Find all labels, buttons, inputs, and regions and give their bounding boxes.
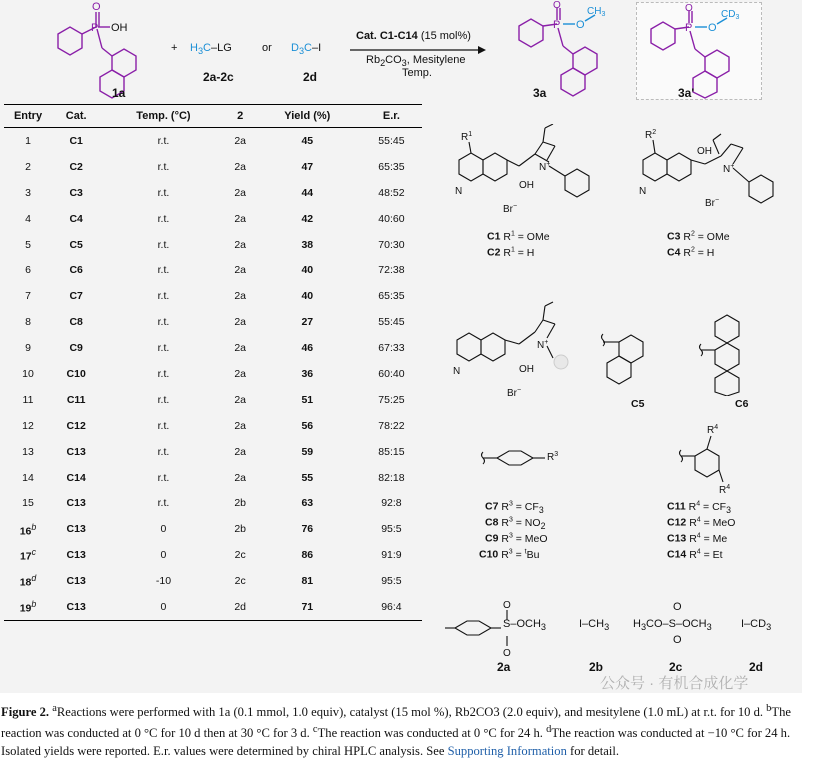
table-cell-reagent: 2a xyxy=(234,290,247,303)
catalyst-c1-c2-structure xyxy=(449,124,599,234)
table-cell-reagent: 2a xyxy=(234,160,247,173)
table-cell-yield: 38 xyxy=(301,238,314,251)
table-cell-temp: r.t. xyxy=(157,471,170,484)
label-c11: C11 $R^4 = CF_3$ xyxy=(667,500,731,515)
r1-label: $R^1$ xyxy=(461,131,473,143)
product-d3-box xyxy=(636,2,762,100)
conditions-bottom-2: Temp. xyxy=(402,67,432,79)
d3-reagent: $D_3C-I$ xyxy=(291,42,322,57)
table-cell-cat: C10 xyxy=(66,367,86,380)
table-cell-cat: C2 xyxy=(69,160,83,173)
svg-text:P: P xyxy=(91,22,99,34)
table-cell-reagent: 2a xyxy=(234,134,247,147)
table-cell-reagent: 2a xyxy=(234,445,247,458)
table-row xyxy=(4,232,422,258)
table-cell-temp: r.t. xyxy=(157,160,170,173)
reagent-2a-label: 2a xyxy=(497,660,511,674)
table-cell-er: 65:35 xyxy=(378,290,405,303)
catalyst-range: C1-C14 xyxy=(379,30,418,42)
reagent-2c-formula: $H_3CO-S-OCH_3$ xyxy=(633,618,712,633)
table-cell-reagent: 2a xyxy=(234,342,247,355)
label-c10: C10 $R^3 = ^tBu$ xyxy=(479,548,540,561)
table-cell-entry: 5 xyxy=(25,238,31,251)
table-cell-cat: C11 xyxy=(66,393,86,406)
conditions-top: Cat. C1-C14 (15 mol%) xyxy=(356,30,471,42)
table-cell-temp: r.t. xyxy=(157,393,170,406)
svg-text:N: N xyxy=(455,186,463,197)
table-cell-yield: 71 xyxy=(254,594,361,620)
svg-text:OH: OH xyxy=(697,146,712,157)
table-cell-reagent: 2c xyxy=(234,549,246,562)
table-cell-yield: 45 xyxy=(301,134,314,147)
figure-caption: Figure 2. $^a$Reactions were performed with 1a (0.1 mmol, 1.0 equiv), catalyst (15 mol %), Rb2CO3 (2.0 equiv), and mesitylene (1.0 mL) at r.t. for 10 d. $^b$The reaction was conducted at 0 °C for 10 d then at 30 °C for 3 d. $^c$The reaction was conducted at 0 °C for 24 h. $^d$The reaction was conducted at −10 °C for 24 h. Isolated yields were reported. E.r. values were determined by chiral HPLC analysis. See Supporting Information for detail. xyxy=(1,703,792,759)
table-row xyxy=(4,128,422,154)
table-cell-er: 67:33 xyxy=(378,342,405,355)
svg-text:CH3: $CH_3$ xyxy=(587,6,606,18)
table-row xyxy=(4,335,422,361)
reactant-1a-structure xyxy=(40,0,155,100)
label-c4: C4 $R^2 = H$ xyxy=(667,246,715,259)
table-cell-cat: C6 xyxy=(69,264,83,277)
table-cell-cat: C13 xyxy=(66,497,86,510)
table-row xyxy=(4,465,422,491)
d3-reagent-label: 2d xyxy=(303,70,318,84)
svg-text:O: O xyxy=(503,600,511,611)
table-cell-er: 96:4 xyxy=(361,594,422,620)
oh-text: OH xyxy=(111,22,128,34)
table-row xyxy=(4,439,422,465)
label-c3: C3 $R^2$ = OMe xyxy=(667,230,730,243)
label-c5: C5 xyxy=(631,398,645,410)
reagent-2a-formula: $S-OCH_3$ xyxy=(503,618,546,633)
table-cell-er: 95:5 xyxy=(381,523,402,536)
methyl-reagent-label: 2a-2c xyxy=(203,70,234,84)
table-row xyxy=(4,413,422,439)
table-row xyxy=(4,542,422,568)
table-cell-cat: C7 xyxy=(69,290,83,303)
table-cell-yield: 40 xyxy=(301,264,314,277)
caption-footnote-a: Reactions were performed with 1a (0.1 mmol, 1.0 equiv), catalyst (15 mol %), Rb2CO3 (2.0 equiv), and mesitylene (1.0 mL) at r.t. for 10 d. xyxy=(56,705,764,720)
table-cell-er: 60:40 xyxy=(378,367,405,380)
table-cell-cat: C12 xyxy=(66,419,86,432)
svg-text:OH: OH xyxy=(519,364,534,375)
table-row xyxy=(4,206,422,232)
svg-text:R4: $R^4$ xyxy=(707,424,719,436)
svg-text:O: O xyxy=(92,1,101,13)
table-cell-reagent: 2a xyxy=(234,393,247,406)
table-cell-yield: 59 xyxy=(301,445,314,458)
table-cell-cat: C14 xyxy=(66,471,86,484)
catalyst-c7-c10-structure xyxy=(479,434,589,484)
table-cell-entry: 10 xyxy=(22,367,34,380)
svg-text:O: O xyxy=(503,648,511,658)
reagent-2d-formula: $I-CD_3$ xyxy=(741,618,772,633)
svg-text:Br−: Br− xyxy=(507,387,522,399)
or-text: or xyxy=(262,42,272,54)
table-cell-cat: C13 xyxy=(66,575,86,588)
svg-text:N+: N+ xyxy=(539,161,551,173)
table-cell-temp: r.t. xyxy=(157,238,170,251)
table-cell-er: 95:5 xyxy=(381,575,402,588)
header-reagent: 2 xyxy=(227,105,254,128)
table-cell-er: 92:8 xyxy=(381,497,402,510)
table-cell-reagent: 2a xyxy=(234,238,247,251)
svg-text:Br−: Br− xyxy=(503,203,518,215)
reagent-2d-label: 2d xyxy=(749,660,764,674)
table-row xyxy=(4,309,422,335)
table-cell-entry: 18$^d$ xyxy=(19,573,37,589)
svg-text:CD3: $CD_3$ xyxy=(721,9,740,21)
label-c1: C1 $R^1$ = OMe xyxy=(487,230,550,243)
table-cell-yield: 42 xyxy=(301,212,314,225)
methyl-reagent: $H_3C-LG$ xyxy=(190,42,232,57)
table-cell-reagent: 2a xyxy=(234,367,247,380)
product-d3-label: 3a' xyxy=(678,86,695,100)
table-cell-er: 40:60 xyxy=(378,212,405,225)
table-cell-entry: 13 xyxy=(22,445,34,458)
table-row xyxy=(4,594,422,620)
table-cell-cat: C4 xyxy=(69,212,83,225)
table-cell-er: 91:9 xyxy=(381,549,402,562)
table-cell-yield: 36 xyxy=(301,367,314,380)
label-c12: C12 $R^4$ = MeO xyxy=(667,516,736,529)
table-cell-entry: 1 xyxy=(25,134,31,147)
table-cell-reagent: 2a xyxy=(234,471,247,484)
product-label: 3a xyxy=(533,86,547,100)
table-cell-cat: C13 xyxy=(66,523,86,536)
table-cell-yield: 44 xyxy=(301,186,314,199)
table-cell-cat: C5 xyxy=(69,238,83,251)
product-3a-d3-structure xyxy=(641,3,751,99)
table-cell-er: 72:38 xyxy=(378,264,405,277)
table-cell-entry: 2 xyxy=(25,160,31,173)
table-cell-temp: r.t. xyxy=(157,316,170,329)
table-cell-cat: C13 xyxy=(52,594,100,620)
table-cell-reagent: 2a xyxy=(234,212,247,225)
table-cell-reagent: 2b xyxy=(234,523,247,536)
table-cell-yield: 76 xyxy=(301,523,314,536)
table-cell-temp: r.t. xyxy=(157,212,170,225)
table-row xyxy=(4,154,422,180)
svg-text:N: N xyxy=(453,366,461,377)
table-cell-reagent: 2a xyxy=(234,316,247,329)
reagent-2b-label: 2b xyxy=(589,660,604,674)
figure-label: Figure 2. xyxy=(1,705,50,720)
table-cell-er: 78:22 xyxy=(378,419,405,432)
table-cell-yield: 46 xyxy=(301,342,314,355)
table-cell-temp: r.t. xyxy=(157,419,170,432)
table-cell-entry: 4 xyxy=(25,212,31,225)
label-c14: C14 $R^4 = Et$ xyxy=(667,548,723,561)
catalyst-c6-structure xyxy=(697,310,777,396)
caption-end: for detail. xyxy=(570,744,619,759)
table-cell-entry: 19$^b$ xyxy=(4,594,52,620)
table-cell-er: 82:18 xyxy=(378,471,405,484)
table-cell-entry: 9 xyxy=(25,342,31,355)
table-cell-reagent: 2a xyxy=(234,264,247,277)
table-cell-er: 55:45 xyxy=(378,134,405,147)
reagent-2b-formula: $I-CH_3$ xyxy=(579,618,610,633)
table-cell-reagent: 2c xyxy=(234,575,246,588)
table-cell-entry: 17$^c$ xyxy=(19,547,37,563)
plus-sign: + xyxy=(171,42,178,54)
svg-text:O: O xyxy=(553,0,561,11)
table-body xyxy=(4,128,422,621)
table-cell-er: 85:15 xyxy=(378,445,405,458)
table-cell-cat: C8 xyxy=(69,316,83,329)
table-cell-yield: 51 xyxy=(301,393,314,406)
reactant-label: 1a xyxy=(112,86,126,100)
table-cell-cat: C13 xyxy=(66,549,86,562)
caption-footnote-d: The reaction was conducted at −10 °C for 24 h. Isolated yields were reported. E.r. values were determined by chiral HPLC analysis. See xyxy=(1,726,791,759)
table-cell-yield: 81 xyxy=(301,575,314,588)
svg-text:P: P xyxy=(553,19,561,31)
table-cell-cat: C9 xyxy=(69,342,83,355)
table-cell-reagent: 2b xyxy=(234,497,247,510)
label-c9: C9 $R^3$ = MeO xyxy=(485,532,548,545)
table-cell-temp: r.t. xyxy=(157,497,170,510)
catalyst-general-structure xyxy=(449,300,599,408)
table-cell-cat: C1 xyxy=(69,134,83,147)
catalyst-c5-structure xyxy=(599,320,669,390)
table-cell-entry: 8 xyxy=(25,316,31,329)
table-cell-cat: C13 xyxy=(66,445,86,458)
table-cell-entry: 3 xyxy=(25,186,31,199)
table-cell-temp: 0 xyxy=(100,594,226,620)
header-er: E.r. xyxy=(361,105,422,128)
table-cell-entry: 14 xyxy=(22,471,34,484)
table-cell-reagent: 2a xyxy=(234,419,247,432)
svg-text:O: O xyxy=(685,3,693,14)
catalyst-c11-c14-structure xyxy=(677,420,767,496)
table-row xyxy=(4,283,422,309)
table-cell-cat: C3 xyxy=(69,186,83,199)
table-cell-er: 48:52 xyxy=(378,186,405,199)
table-cell-entry: 15 xyxy=(22,497,34,510)
svg-text:P: P xyxy=(685,22,693,34)
label-c8: C8 $R^3 = NO_2$ xyxy=(485,516,546,531)
header-entry: Entry xyxy=(4,105,52,128)
conditions-bottom-1: $Rb_2CO_3$, Mesitylene xyxy=(366,54,466,69)
svg-text:N+: N+ xyxy=(537,339,549,351)
table-cell-yield: 56 xyxy=(301,419,314,432)
header-cat: Cat. xyxy=(52,105,100,128)
table-cell-temp: 0 xyxy=(160,549,167,562)
table-cell-er: 70:30 xyxy=(378,238,405,251)
svg-text:N: N xyxy=(639,186,647,197)
table-cell-yield: 40 xyxy=(301,290,314,303)
table-cell-temp: r.t. xyxy=(157,445,170,458)
table-cell-yield: 63 xyxy=(301,497,314,510)
table-cell-yield: 86 xyxy=(301,549,314,562)
table-row xyxy=(4,490,422,516)
table-cell-temp: r.t. xyxy=(157,186,170,199)
table-cell-temp: r.t. xyxy=(157,367,170,380)
table-cell-er: 75:25 xyxy=(378,393,405,406)
table-cell-entry: 16$^b$ xyxy=(19,521,37,538)
product-3a-structure xyxy=(505,0,615,100)
table-row xyxy=(4,568,422,594)
svg-text:O: O xyxy=(576,19,585,31)
table-cell-temp: -10 xyxy=(155,575,172,588)
table-cell-entry: 12 xyxy=(22,419,34,432)
table-row xyxy=(4,361,422,387)
catalyst-structures xyxy=(427,104,802,693)
table-cell-er: 65:35 xyxy=(378,160,405,173)
catalyst-c3-c4-structure xyxy=(635,124,785,234)
table-cell-reagent: 2d xyxy=(227,594,254,620)
label-c2: C2 $R^1 = H$ xyxy=(487,246,535,259)
label-c13: C13 $R^4 = Me$ xyxy=(667,532,728,545)
table-cell-er: 55:45 xyxy=(378,316,405,329)
header-yield: Yield (%) xyxy=(254,105,361,128)
table-row xyxy=(4,180,422,206)
r2-label: $R^2$ xyxy=(645,129,657,141)
svg-text:O: O xyxy=(708,22,717,34)
svg-text:N+: N+ xyxy=(723,163,735,175)
svg-text:OH: OH xyxy=(519,180,534,191)
reagent-2c-label: 2c xyxy=(669,660,683,674)
table-cell-yield: 55 xyxy=(301,471,314,484)
caption-footnote-c: The reaction was conducted at 0 °C for 24 h. xyxy=(317,726,543,741)
table-cell-yield: 47 xyxy=(301,160,314,173)
table-cell-temp: r.t. xyxy=(157,342,170,355)
label-c7: C7 $R^3 = CF_3$ xyxy=(485,500,544,515)
label-c6: C6 xyxy=(735,398,749,410)
results-table xyxy=(4,104,422,621)
table-cell-reagent: 2a xyxy=(234,186,247,199)
table-row xyxy=(4,257,422,283)
reagent-2c-oxo: O xyxy=(673,601,682,613)
table-cell-temp: r.t. xyxy=(157,134,170,147)
svg-text:Br−: Br− xyxy=(705,197,720,209)
supporting-information-link[interactable]: Supporting Information xyxy=(447,744,567,759)
r3-label: $R^3$ xyxy=(547,451,559,463)
table-header-row xyxy=(4,105,422,128)
table-cell-entry: 7 xyxy=(25,290,31,303)
svg-text:R4: $R^4$ xyxy=(719,484,731,496)
caption-footnote-b: The reaction was conducted at 0 °C for 10 d then at 30 °C for 3 d. xyxy=(1,705,792,741)
reagent-2c-oxo-bottom: O xyxy=(673,634,682,646)
watermark: 公众号 · 有机合成化学 xyxy=(600,675,749,692)
table-cell-yield: 27 xyxy=(301,316,314,329)
table-cell-temp: 0 xyxy=(160,523,167,536)
table-row xyxy=(4,516,422,542)
table-row xyxy=(4,387,422,413)
table-cell-temp: r.t. xyxy=(157,290,170,303)
table-cell-entry: 11 xyxy=(22,393,34,406)
table-cell-entry: 6 xyxy=(25,264,31,277)
table-cell-temp: r.t. xyxy=(157,264,170,277)
header-temp: Temp. (°C) xyxy=(100,105,226,128)
